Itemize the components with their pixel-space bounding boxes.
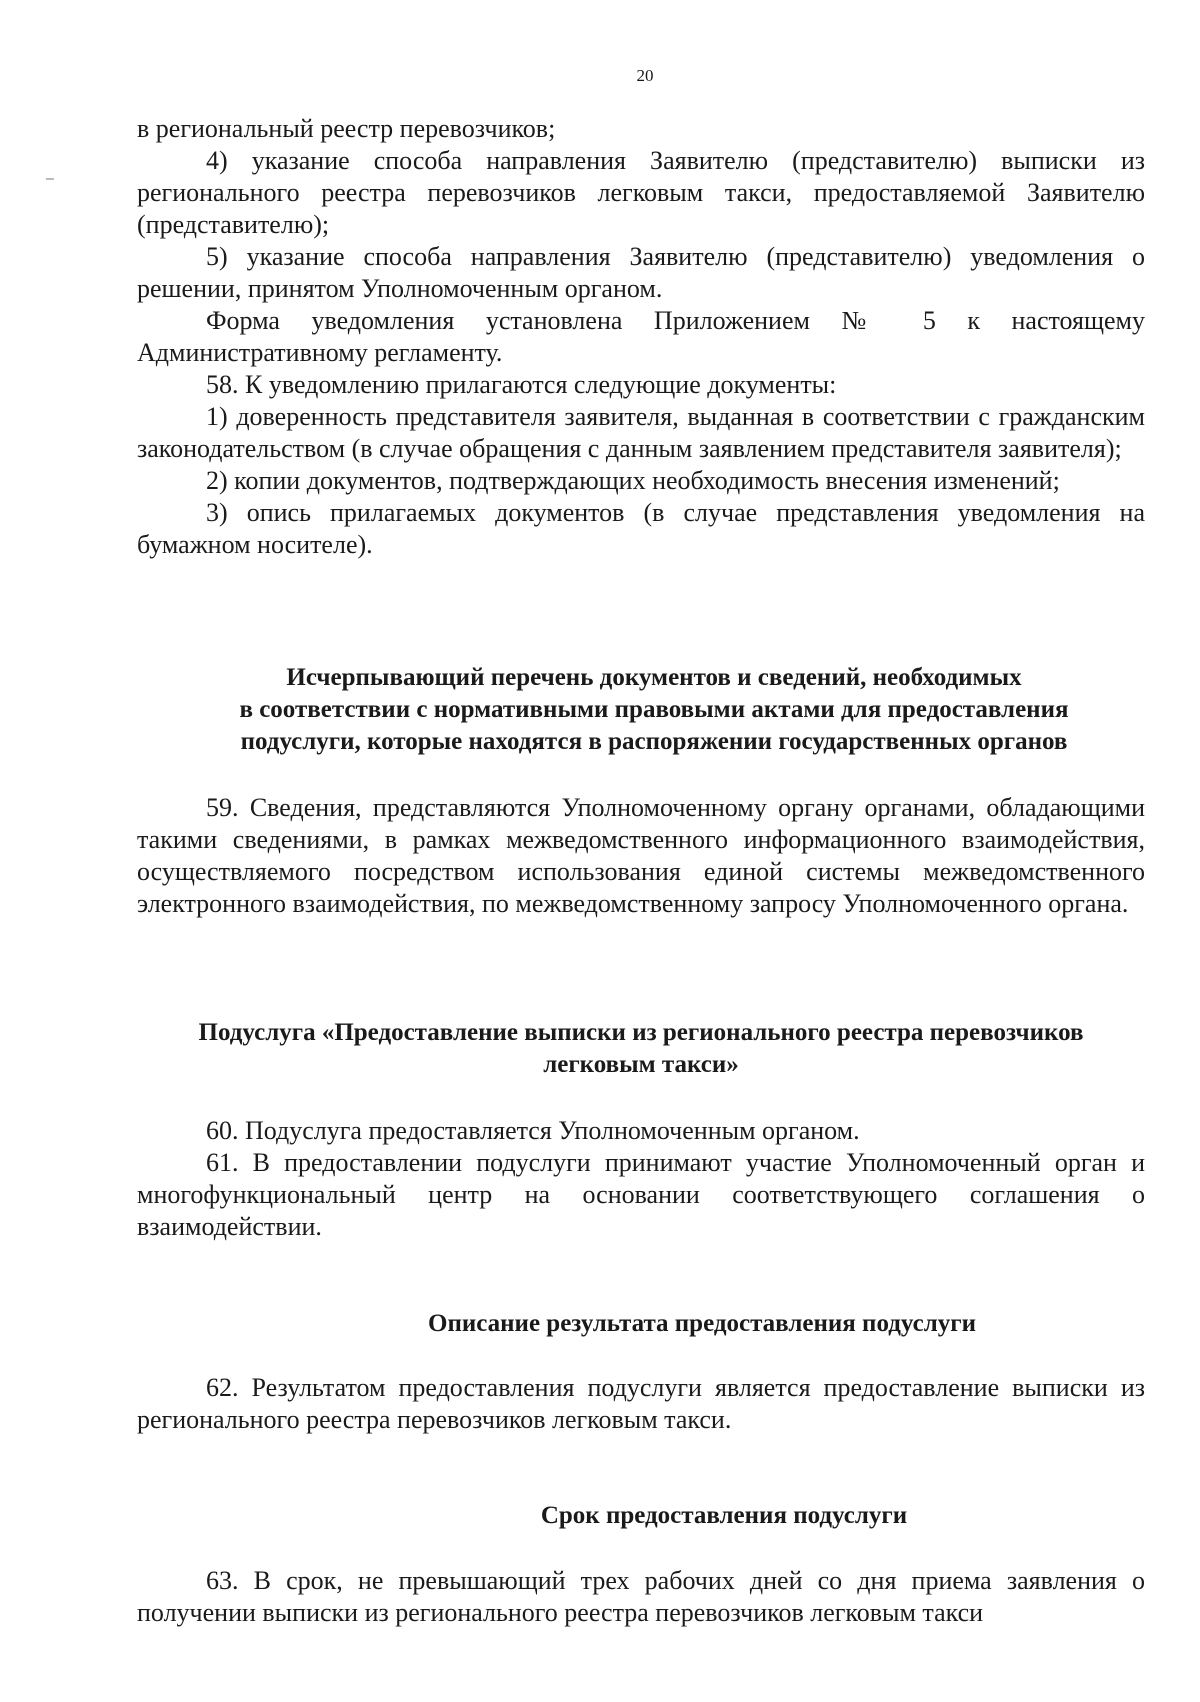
paragraph-notification-form: Форма уведомления установлена Приложением № 5 к настоящему Административному регламенту. [137, 306, 1145, 367]
section-heading-result-description: Описание результата предоставления подуслуги [428, 1310, 976, 1337]
paragraph-63: 63. В срок, не превышающий трех рабочих дней со дня приема заявления о получении выписки из регионального реестра перевозчиков легковым такси [137, 1566, 1145, 1627]
text-block-subservice-provider [137, 1115, 1145, 1243]
paragraph-58: 58. К уведомлению прилагаются следующие документы: [206, 370, 837, 399]
paragraph-60: 60. Подуслуга предоставляется Уполномоченным органом. [206, 1116, 860, 1145]
paragraph-continuation: в региональный реестр перевозчиков; [137, 114, 556, 143]
heading-line: подуслуги, которые находятся в распоряжении государственных органов [240, 728, 1068, 755]
heading-line: в соответствии с нормативными правовыми актами для предоставления [239, 696, 1069, 723]
text-block-regional-registry [137, 113, 1145, 561]
scan-margin-mark [46, 178, 54, 180]
heading-line: Исчерпывающий перечень документов и сведений, необходимых [286, 664, 1022, 691]
text-block-term [137, 1565, 1145, 1629]
section-heading-subservice-extract [137, 1017, 1145, 1081]
text-block-interagency [137, 792, 1145, 920]
paragraph-62: 62. Результатом предоставления подуслуги является предоставление выписки из регионального реестра перевозчиков легковым такси. [137, 1373, 1145, 1434]
heading-line: легковым такси» [543, 1051, 739, 1078]
section-heading-term: Срок предоставления подуслуги [540, 1502, 908, 1529]
paragraph-58-item-2: 2) копии документов, подтверждающих необходимость внесения изменений; [206, 466, 1060, 495]
paragraph-61: 61. В предоставлении подуслуги принимают участие Уполномоченный орган и многофункциональный центр на основании соответствующего соглашения о взаимодействии. [137, 1148, 1145, 1241]
paragraph-item-4: 4) указание способа направления Заявителю (представителю) выписки из регионального реестра перевозчиков легковым такси, предоставляемой Заявителю (представителю); [137, 146, 1145, 239]
heading-line: Подуслуга «Предоставление выписки из регионального реестра перевозчиков [198, 1019, 1084, 1046]
text-block-result [137, 1372, 1145, 1436]
paragraph-item-5: 5) указание способа направления Заявителю (представителю) уведомления о решении, принятом Уполномоченным органом. [137, 242, 1145, 303]
paragraph-58-item-3: 3) опись прилагаемых документов (в случае представления уведомления на бумажном носителе). [137, 498, 1145, 559]
section-heading-documents-list [150, 662, 1158, 758]
page-number: 20 [636, 66, 654, 85]
paragraph-58-item-1: 1) доверенность представителя заявителя, выданная в соответствии с гражданским законодательством (в случае обращения с данным заявлением представителя заявителя); [137, 402, 1145, 463]
paragraph-59: 59. Сведения, представляются Уполномоченному органу органами, обладающими такими сведениями, в рамках межведомственного информационного взаимодействия, осуществляемого посредством использования единой системы межведомственного электронного взаимодействия, по межведомственному запросу Уполномоченного органа. [137, 793, 1145, 918]
